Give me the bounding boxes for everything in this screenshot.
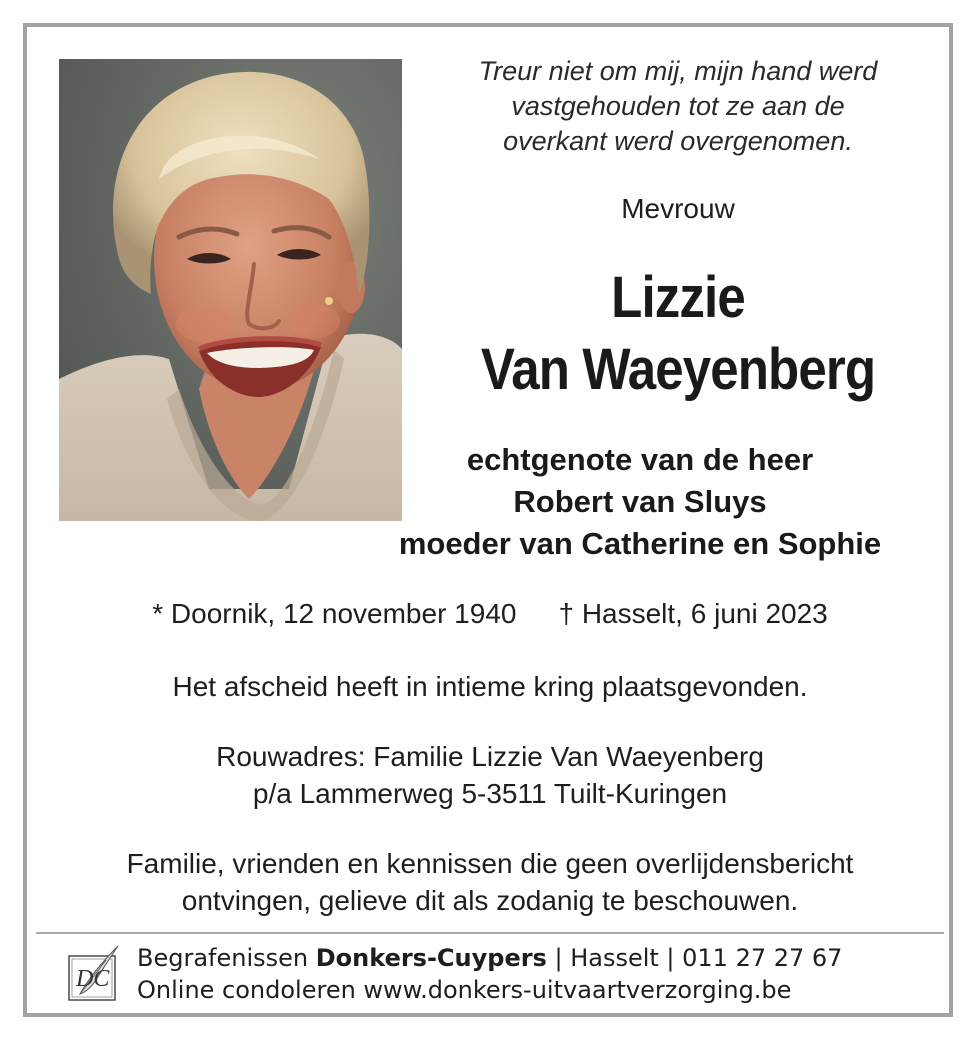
address-line-2: p/a Lammerweg 5-3511 Tuilt-Kuringen: [252, 778, 728, 809]
note-line-2: ontvingen, gelieve dit als zodanig te beschouwen.: [181, 885, 799, 916]
relation-line-2: Robert van Sluys: [513, 484, 767, 519]
deceased-name: [418, 262, 938, 406]
salutation: Mevrouw: [621, 193, 735, 224]
quote-line-2: vastgehouden tot ze aan de: [511, 91, 845, 121]
feather-quill-icon: [66, 944, 120, 1002]
footer-contact: | Hasselt | 011 27 27 67: [546, 944, 843, 972]
online-condolence-link[interactable]: Online condoleren www.donkers-uitvaartverzorging.be: [137, 976, 792, 1004]
quote-line-3: overkant werd overgenomen.: [503, 126, 853, 156]
footer-prefix: Begrafenissen: [137, 944, 316, 972]
note-line-1: Familie, vrienden en kennissen die geen overlijdensbericht: [126, 848, 854, 879]
funeral-home-logo: [66, 944, 120, 1002]
family-relations: [300, 439, 980, 565]
memorial-quote: [418, 54, 938, 159]
address-line-1: Rouwadres: Familie Lizzie Van Waeyenberg: [216, 741, 764, 772]
quote-line-1: Treur niet om mij, mijn hand werd: [478, 56, 878, 86]
death-date: † Hasselt, 6 juni 2023: [558, 598, 828, 629]
birth-date: * Doornik, 12 november 1940: [152, 598, 517, 629]
life-dates: [40, 596, 940, 632]
relation-line-3: moeder van Catherine en Sophie: [398, 526, 882, 561]
footer-divider: [36, 932, 944, 934]
first-name: Lizzie: [611, 265, 745, 330]
funeral-home-line: [137, 942, 937, 974]
mourning-address: [40, 738, 940, 812]
logo-letters: DC: [76, 966, 110, 992]
funeral-home-name: Donkers-Cuypers: [315, 944, 547, 972]
farewell-notice: Het afscheid heeft in intieme kring plaatsgevonden.: [172, 671, 808, 702]
relation-line-1: echtgenote van de heer: [466, 442, 814, 477]
last-name: Van Waeyenberg: [480, 337, 876, 402]
notice-note: [40, 845, 940, 919]
funeral-home-footer: [137, 942, 937, 1006]
